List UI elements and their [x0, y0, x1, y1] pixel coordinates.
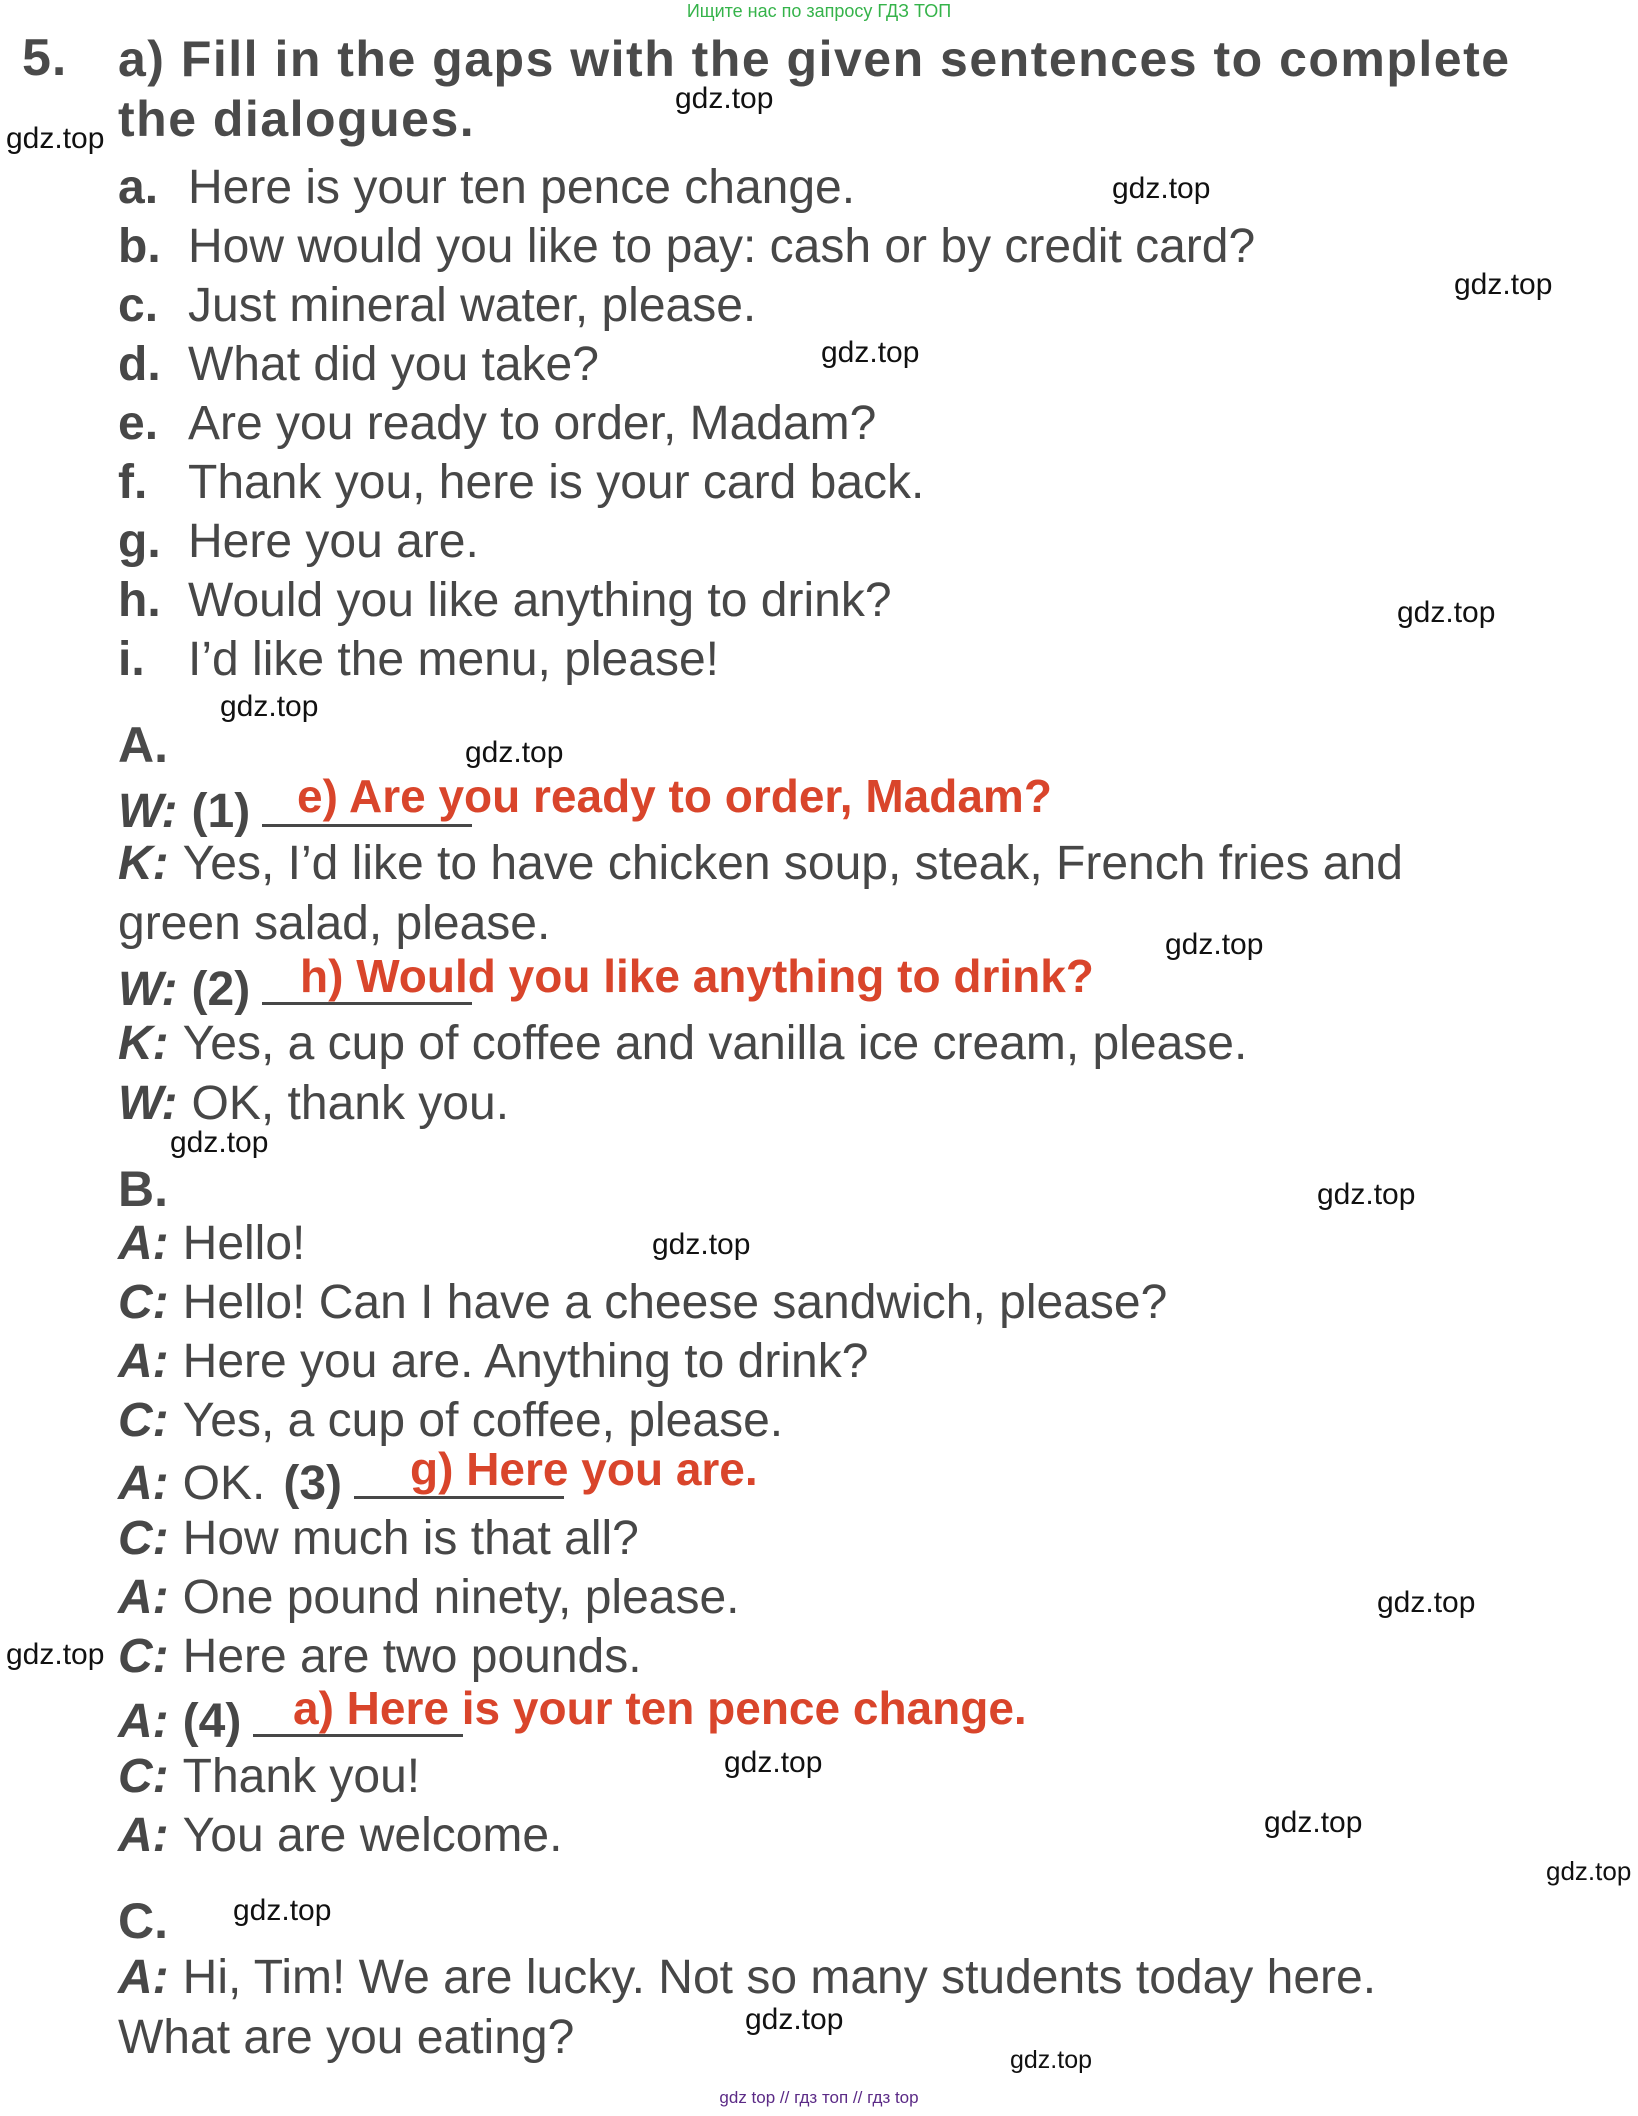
option-text: What did you take? — [188, 338, 599, 391]
speaker-label: K: — [118, 837, 169, 890]
watermark: gdz.top — [675, 82, 774, 115]
line-text: Yes, a cup of coffee, please. — [182, 1394, 784, 1447]
dialogue-b-label: B. — [118, 1161, 168, 1217]
option-item-i — [118, 632, 719, 688]
speaker-label: A: — [118, 1457, 169, 1510]
dialogue-b-line-11 — [118, 1808, 562, 1864]
gap-number: (4) — [182, 1695, 242, 1748]
watermark: gdz.top — [465, 736, 564, 769]
line-text: Yes, a cup of coffee and vanilla ice cream, please. — [182, 1017, 1248, 1070]
exercise-heading-line-1: a) Fill in the gaps with the given sentences to complete — [118, 31, 1511, 87]
option-item-e — [118, 396, 876, 452]
line-text: One pound ninety, please. — [182, 1571, 740, 1624]
exercise-heading-line-2: the dialogues. — [118, 91, 476, 147]
answer-text: g) Here you are. — [410, 1443, 758, 1495]
line-text: green salad, please. — [118, 897, 551, 950]
option-item-b — [118, 219, 1255, 275]
speaker-label: W: — [118, 1077, 178, 1130]
dialogue-b-line-7 — [118, 1570, 740, 1626]
watermark: gdz.top — [1010, 2046, 1093, 2074]
line-text: You are welcome. — [182, 1809, 563, 1862]
watermark: gdz.top — [1112, 172, 1211, 205]
option-item-c — [118, 278, 756, 334]
option-text: How would you like to pay: cash or by credit card? — [188, 220, 1256, 273]
line-text: What are you eating? — [118, 2011, 575, 2064]
speaker-label: A: — [118, 1809, 169, 1862]
line-text: Hello! Can I have a cheese sandwich, please? — [182, 1276, 1168, 1329]
dialogue-b-line-10 — [118, 1749, 420, 1805]
watermark: gdz.top — [1397, 596, 1496, 629]
dialogue-c-line-1 — [118, 1950, 1376, 2006]
answer-text: e) Are you ready to order, Madam? — [297, 770, 1052, 822]
line-text: How much is that all? — [182, 1512, 639, 1565]
dialogue-b-line-1 — [118, 1216, 305, 1272]
option-letter: c. — [118, 279, 159, 332]
watermark: gdz.top — [220, 690, 319, 723]
exercise-number: 5. — [22, 29, 68, 87]
dialogue-b-line-2 — [118, 1275, 1167, 1331]
line-text: Here are two pounds. — [182, 1630, 642, 1683]
watermark: gdz.top — [1165, 928, 1264, 961]
top-search-note: Ищите нас по запросу ГДЗ ТОП — [686, 1, 952, 21]
option-letter: i. — [118, 633, 145, 686]
dialogue-a-line-6 — [118, 1076, 509, 1132]
speaker-label: C: — [118, 1394, 169, 1447]
watermark: gdz.top — [6, 1638, 105, 1671]
option-letter: h. — [118, 574, 161, 627]
watermark: gdz.top — [745, 2003, 844, 2036]
watermark: gdz.top — [170, 1126, 269, 1159]
watermark: gdz.top — [1317, 1178, 1416, 1211]
dialogue-b-line-4 — [118, 1393, 783, 1449]
dialogue-a-label: A. — [118, 717, 168, 773]
option-text: Would you like anything to drink? — [188, 574, 892, 627]
dialogue-b-line-6 — [118, 1511, 639, 1567]
gap-number: (3) — [283, 1457, 343, 1510]
watermark: gdz.top — [233, 1894, 332, 1927]
watermark: gdz.top — [652, 1228, 751, 1261]
option-item-a — [118, 160, 855, 216]
dialogue-a-line-2 — [118, 836, 1403, 892]
watermark: gdz.top — [1546, 1856, 1632, 1886]
speaker-label: A: — [118, 1335, 169, 1388]
dialogue-c-label: C. — [118, 1893, 168, 1949]
speaker-label: A: — [118, 1217, 169, 1270]
option-item-g — [118, 514, 479, 570]
dialogue-b-line-3 — [118, 1334, 868, 1390]
option-letter: e. — [118, 397, 159, 450]
dialogue-a-line-3 — [118, 896, 550, 952]
watermark: gdz.top — [724, 1746, 823, 1779]
speaker-label: A: — [118, 1951, 169, 2004]
line-text: Here you are. Anything to drink? — [182, 1335, 869, 1388]
line-text: Yes, I’d like to have chicken soup, steak, French fries and — [182, 837, 1403, 890]
speaker-label: C: — [118, 1512, 169, 1565]
option-item-h — [118, 573, 892, 629]
answer-text: h) Would you like anything to drink? — [300, 950, 1094, 1002]
watermark: gdz.top — [6, 122, 105, 155]
option-letter: f. — [118, 456, 148, 509]
option-letter: g. — [118, 515, 161, 568]
answer-text: a) Here is your ten pence change. — [293, 1682, 1027, 1734]
dialogue-c-line-2 — [118, 2010, 574, 2066]
option-letter: d. — [118, 338, 161, 391]
line-text: Thank you! — [182, 1750, 421, 1803]
speaker-label: A: — [118, 1571, 169, 1624]
line-text: OK, thank you. — [191, 1077, 510, 1130]
option-letter: b. — [118, 220, 161, 273]
watermark: gdz.top — [821, 336, 920, 369]
dialogue-a-line-5 — [118, 1016, 1247, 1072]
option-text: Just mineral water, please. — [188, 279, 757, 332]
line-text: OK. — [182, 1457, 266, 1510]
option-text: I’d like the menu, please! — [188, 633, 719, 686]
option-letter: a. — [118, 161, 159, 214]
footer-watermark: gdz top // гдз топ // гдз top — [719, 2088, 919, 2107]
line-text: Hello! — [182, 1217, 306, 1270]
speaker-label: C: — [118, 1630, 169, 1683]
option-item-d — [118, 337, 599, 393]
speaker-label: K: — [118, 1017, 169, 1070]
speaker-label: A: — [118, 1695, 169, 1748]
option-text: Are you ready to order, Madam? — [188, 397, 877, 450]
option-text: Here you are. — [188, 515, 479, 568]
speaker-label: W: — [118, 785, 178, 838]
option-text: Thank you, here is your card back. — [188, 456, 925, 509]
dialogue-b-line-8 — [118, 1629, 642, 1685]
speaker-label: W: — [118, 963, 178, 1016]
speaker-label: C: — [118, 1276, 169, 1329]
gap-number: (2) — [191, 963, 251, 1016]
line-text: Hi, Tim! We are lucky. Not so many students today here. — [182, 1951, 1377, 2004]
watermark: gdz.top — [1377, 1586, 1476, 1619]
watermark: gdz.top — [1264, 1806, 1363, 1839]
option-item-f — [118, 455, 924, 511]
gap-number: (1) — [191, 785, 251, 838]
option-text: Here is your ten pence change. — [188, 161, 856, 214]
watermark: gdz.top — [1454, 268, 1553, 301]
speaker-label: C: — [118, 1750, 169, 1803]
